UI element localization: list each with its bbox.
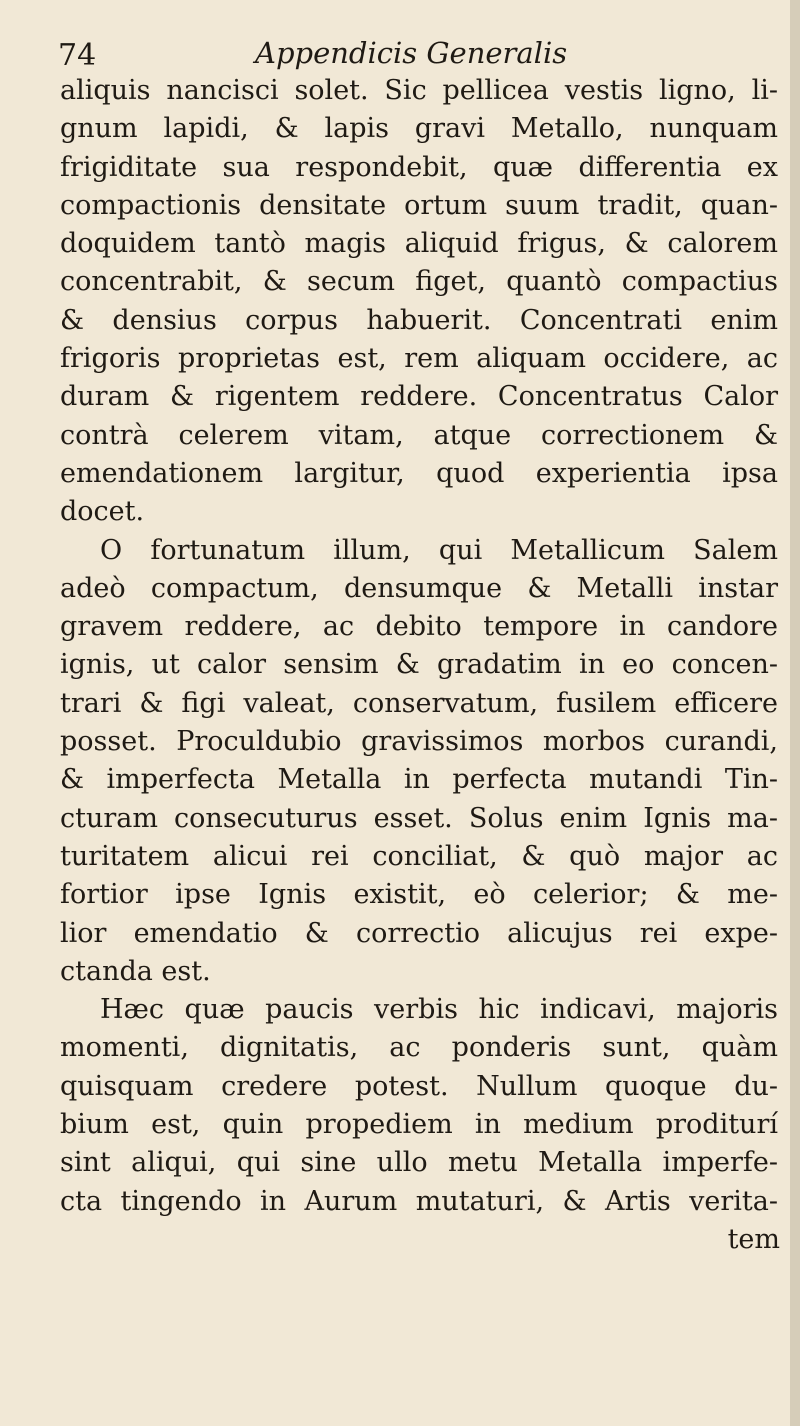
text-line: emendationem largitur, quod experientia ipsa xyxy=(60,457,778,489)
text-line: frigiditate sua respondebit, quæ differentia ex xyxy=(60,151,778,183)
text-line: & imperfecta Metalla in perfecta mutandi Tin- xyxy=(60,764,778,796)
text-line: bium est, quin propediem in medium proditurí xyxy=(60,1109,778,1141)
text-line: & densius corpus habuerit. Concentrati enim xyxy=(60,304,778,336)
text-line: posset. Proculdubio gravissimos morbos curandi, xyxy=(60,726,778,758)
page-header xyxy=(58,32,758,72)
text-line: aliquis nancisci solet. Sic pellicea vestis ligno, li- xyxy=(60,75,778,106)
text-line: docet. xyxy=(60,496,145,528)
text-line: fortior ipse Ignis existit, eò celerior; & me- xyxy=(60,879,778,911)
text-line: gnum lapidi, & lapis gravi Metallo, nunquam xyxy=(60,113,778,145)
page-number: 74 xyxy=(58,38,97,73)
text-line: tem xyxy=(727,1223,780,1255)
text-line: O fortunatum illum, qui Metallicum Salem xyxy=(100,534,778,566)
text-line: doquidem tantò magis aliquid frigus, & calorem xyxy=(60,228,778,260)
running-head: Appendicis Generalis xyxy=(255,36,568,70)
text-line: lior emendatio & correctio alicujus rei expe- xyxy=(60,917,778,949)
text-line: quisquam credere potest. Nullum quoque du- xyxy=(60,1070,778,1102)
text-line: compactionis densitate ortum suum tradit, quan- xyxy=(60,189,778,221)
text-line: concentrabit, & secum figet, quantò compactius xyxy=(60,266,778,298)
text-line: gravem reddere, ac debito tempore in candore xyxy=(60,611,778,643)
text-line: duram & rigentem reddere. Concentratus Calor xyxy=(60,381,778,413)
text-line: Hæc quæ paucis verbis hic indicavi, majoris xyxy=(100,994,778,1026)
page-edge xyxy=(790,0,800,1426)
text-line: cturam consecuturus esset. Solus enim Ignis ma- xyxy=(60,802,778,834)
text-line: ignis, ut calor sensim & gradatim in eo concen- xyxy=(60,649,778,681)
text-line: adeò compactum, densumque & Metalli instar xyxy=(60,572,778,604)
text-line: contrà celerem vitam, atque correctionem & xyxy=(60,419,778,451)
text-line: cta tingendo in Aurum mutaturi, & Artis verita- xyxy=(60,1185,778,1217)
text-line: frigoris proprietas est, rem aliquam occidere, ac xyxy=(60,343,778,375)
text-line: momenti, dignitatis, ac ponderis sunt, quàm xyxy=(60,1032,778,1064)
body-text xyxy=(60,72,780,1259)
text-line: sint aliqui, qui sine ullo metu Metalla imperfe- xyxy=(60,1147,778,1179)
text-line: ctanda est. xyxy=(60,955,211,987)
text-line: turitatem alicui rei conciliat, & quò major ac xyxy=(60,840,778,872)
text-line: trari & figi valeat, conservatum, fusilem efficere xyxy=(60,687,778,719)
